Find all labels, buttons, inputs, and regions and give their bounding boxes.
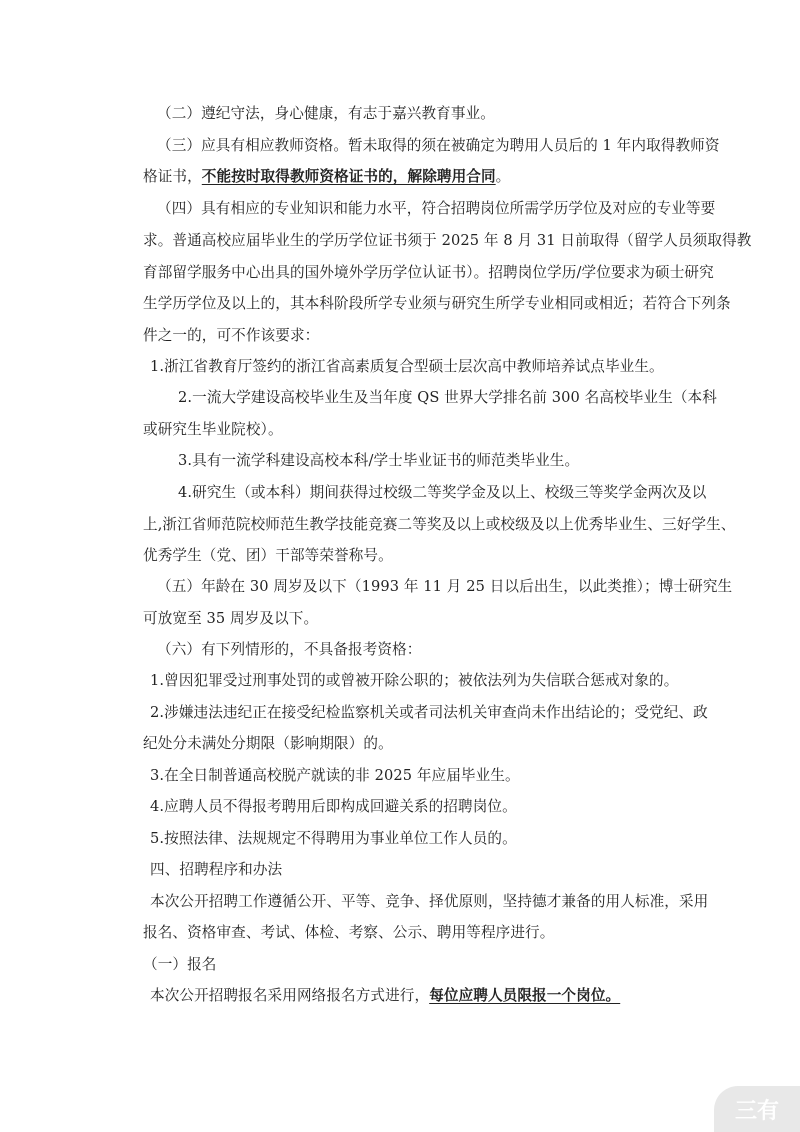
text-line: 可放宽至 35 周岁及以下。 bbox=[143, 610, 319, 627]
text-line: （五）年龄在 30 周岁及以下（1993 年 11 月 25 日以后出生，以此类推）；博士研究生 bbox=[157, 578, 733, 595]
text-line: 3.在全日制普通高校脱产就读的非 2025 年应届毕业生。 bbox=[150, 767, 520, 784]
text-line: 2.一流大学建设高校毕业生及当年度 QS 世界大学排名前 300 名高校毕业生（本科 bbox=[178, 389, 717, 406]
text-line: 育部留学服务中心出具的国外境外学历学位认证书）。招聘岗位学历/学位要求为硕士研究 bbox=[143, 264, 714, 281]
text-line: 2.涉嫌违法违纪正在接受纪检监察机关或者司法机关审查尚未作出结论的；受党纪、政 bbox=[150, 704, 708, 721]
text-line: 或研究生毕业院校）。 bbox=[143, 421, 283, 438]
text-line: （四）具有相应的专业知识和能力水平，符合招聘岗位所需学历学位及对应的专业等要 bbox=[157, 200, 716, 217]
text-line: 报名、资格审查、考试、体检、考察、公示、聘用等程序进行。 bbox=[143, 924, 555, 941]
text-line: 纪处分未满处分期限（影响期限）的。 bbox=[143, 735, 393, 752]
text-line: 4.应聘人员不得报考聘用后即构成回避关系的招聘岗位。 bbox=[150, 798, 517, 815]
section-heading: 四、招聘程序和办法 bbox=[150, 861, 283, 878]
text-line: （二）遵纪守法，身心健康，有志于嘉兴教育事业。 bbox=[157, 105, 495, 122]
text-line: 1.曾因犯罪受过刑事处罚的或曾被开除公职的；被依法列为失信联合惩戒对象的。 bbox=[150, 672, 679, 689]
underlined-text: 每位应聘人员限报一个岗位。 bbox=[429, 987, 621, 1004]
text-line: （三）应具有相应教师资格。暂未取得的须在被确定为聘用人员后的 1 年内取得教师资 bbox=[157, 137, 720, 154]
underlined-text: 不能按时取得教师资格证书的，解除聘用合同 bbox=[201, 168, 496, 185]
text-line: 本次公开招聘工作遵循公开、平等、竞争、择优原则，坚持德才兼备的用人标准，采用 bbox=[150, 893, 709, 910]
text-line: 5.按照法律、法规规定不得聘用为事业单位工作人员的。 bbox=[150, 830, 517, 847]
text-line: 上,浙江省师范院校师范生教学技能竞赛二等奖及以上或校级及以上优秀毕业生、三好学生、 bbox=[143, 516, 736, 533]
text-line: 1.浙江省教育厅签约的浙江省高素质复合型硕士层次高中教师培养试点毕业生。 bbox=[150, 358, 664, 375]
watermark-label: 三有 bbox=[734, 1098, 779, 1124]
text-line: 格证书，不能按时取得教师资格证书的，解除聘用合同。 bbox=[143, 168, 511, 185]
text-line: 生学历学位及以上的，其本科阶段所学专业须与研究生所学专业相同或相近；若符合下列条 bbox=[143, 295, 731, 312]
text-line: 本次公开招聘报名采用网络报名方式进行，每位应聘人员限报一个岗位。 bbox=[150, 987, 621, 1004]
text-line: 优秀学生（党、团）干部等荣誉称号。 bbox=[143, 547, 393, 564]
text-line: 4.研究生（或本科）期间获得过校级二等奖学金及以上、校级三等奖学金两次及以 bbox=[178, 484, 707, 501]
watermark-badge bbox=[714, 1086, 800, 1132]
text-line: 件之一的，可不作该要求： bbox=[143, 327, 320, 344]
text-line: 3.具有一流学科建设高校本科/学士毕业证书的师范类毕业生。 bbox=[178, 452, 580, 469]
text-line: （六）有下列情形的，不具备报考资格： bbox=[157, 641, 422, 658]
text-line: 求。普通高校应届毕业生的学历学位证书须于 2025 年 8 月 31 日前取得（留学人员须取得教 bbox=[143, 232, 752, 249]
subsection-heading: （一）报名 bbox=[143, 956, 217, 973]
